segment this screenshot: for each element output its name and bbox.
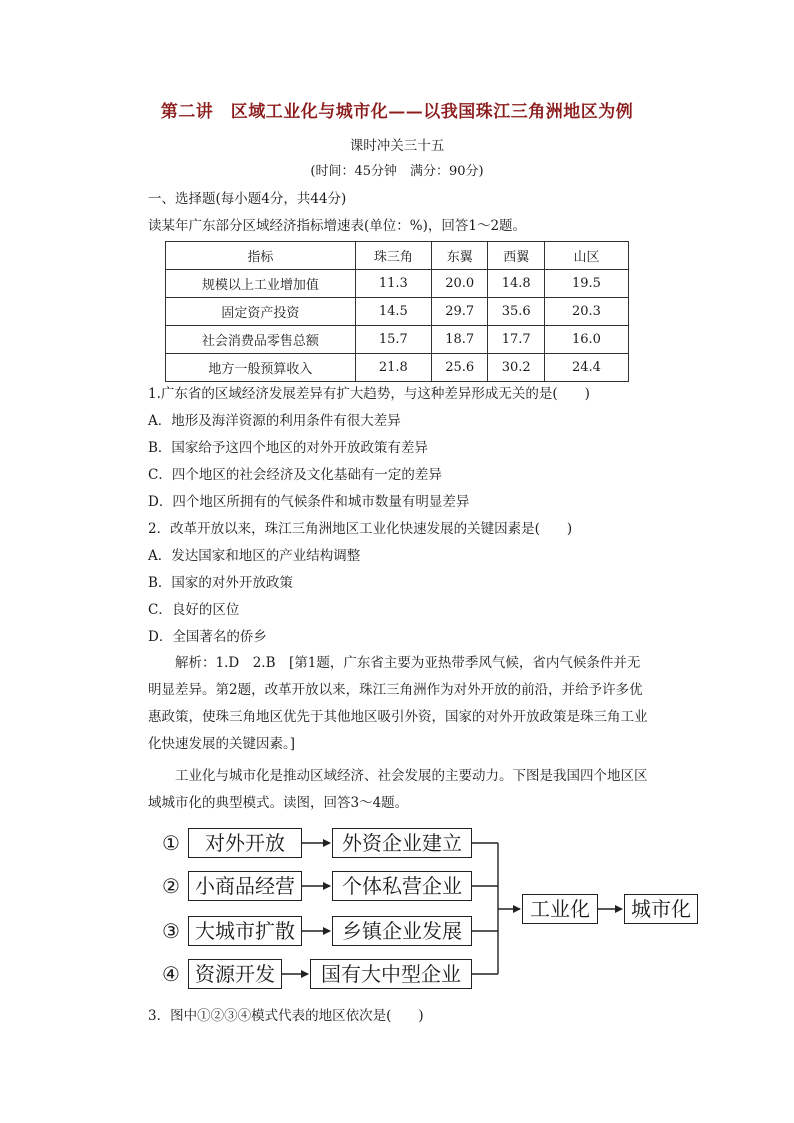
table-cell: 20.0 [431, 270, 488, 298]
question-2-option-a: A．发达国家和地区的产业结构调整 [148, 548, 361, 564]
question-2-option-b: B．国家的对外开放政策 [148, 575, 293, 591]
question-1-stem: 1.广东省的区域经济发展差异有扩大趋势，与这种差异形成无关的是( ) [148, 386, 590, 402]
table-row [166, 326, 629, 354]
table-cell: 14.8 [488, 270, 545, 298]
question-2-option-d: D．全国著名的侨乡 [148, 629, 267, 645]
urbanization-box: 城市化 [624, 894, 698, 924]
answer-analysis: 解析：1.D 2.B [第1题，广东省主要为亚热带季风气候，省内气候条件并无明显差异。第2题，改革开放以来，珠江三角洲作为对外开放的前沿，并给予许多优惠政策，使珠三角地区优先于其他地区吸引外资，国家的对外开放政策是珠三角工业化快速发展的关键因素。] [148, 655, 648, 752]
table-cell: 21.8 [355, 354, 431, 382]
mode-number-2: ② [162, 874, 180, 898]
table-header-cell: 东翼 [431, 242, 488, 270]
question-intro-1-2: 读某年广东部分区域经济指标增速表(单位：%)，回答1～2题。 [148, 218, 527, 234]
table-header-cell: 珠三角 [355, 242, 431, 270]
time-score-info: (时间：45分钟 满分：90分) [310, 164, 484, 179]
table-header-cell: 山区 [544, 242, 628, 270]
question-1-option-a: A．地形及海洋资源的利用条件有很大差异 [148, 413, 401, 429]
table-cell: 固定资产投资 [166, 298, 356, 326]
lesson-subtitle: 课时冲关三十五 [349, 138, 445, 154]
effect-box-4: 国有大中型企业 [310, 959, 472, 989]
question-intro-3-4: 工业化与城市化是推动区域经济、社会发展的主要动力。下图是我国四个地区区域城市化的典型模式。读图，回答3～4题。 [148, 768, 648, 811]
effect-box-2: 个体私营企业 [332, 871, 472, 901]
table-header-cell: 指标 [166, 242, 356, 270]
cause-box-1: 对外开放 [188, 828, 302, 858]
table-cell: 规模以上工业增加值 [166, 270, 356, 298]
section-heading: 一、选择题(每小题4分，共44分) [148, 191, 347, 207]
table-cell: 20.3 [544, 298, 628, 326]
industrialization-box: 工业化 [522, 894, 598, 924]
table-cell: 16.0 [544, 326, 628, 354]
table-cell: 15.7 [355, 326, 431, 354]
table-row [166, 270, 629, 298]
question-2-stem: 2．改革开放以来，珠江三角洲地区工业化快速发展的关键因素是( ) [148, 521, 573, 537]
table-cell: 14.5 [355, 298, 431, 326]
question-1-option-d: D．四个地区所拥有的气候条件和城市数量有明显差异 [148, 494, 470, 510]
table-cell: 35.6 [488, 298, 545, 326]
table-cell: 30.2 [488, 354, 545, 382]
table-cell: 11.3 [355, 270, 431, 298]
question-3-stem: 3．图中①②③④模式代表的地区依次是( ) [148, 1008, 424, 1024]
table-row [166, 298, 629, 326]
table-cell: 地方一般预算收入 [166, 354, 356, 382]
question-1-option-b: B．国家给予这四个地区的对外开放政策有差异 [148, 440, 428, 456]
mode-number-3: ③ [162, 919, 180, 943]
table-cell: 社会消费品零售总额 [166, 326, 356, 354]
page-title: 第二讲 区域工业化与城市化——以我国珠江三角洲地区为例 [160, 102, 634, 122]
cause-box-4: 资源开发 [188, 959, 282, 989]
urbanization-mode-diagram [158, 822, 703, 994]
effect-box-3: 乡镇企业发展 [332, 916, 472, 946]
cause-box-3: 大城市扩散 [188, 916, 302, 946]
growth-rate-table [165, 241, 629, 382]
effect-box-1: 外资企业建立 [332, 828, 472, 858]
question-1-option-c: C．四个地区的社会经济及文化基础有一定的差异 [148, 467, 442, 483]
table-header-cell: 西翼 [488, 242, 545, 270]
table-header-row [166, 242, 629, 270]
table-cell: 29.7 [431, 298, 488, 326]
table-cell: 17.7 [488, 326, 545, 354]
question-2-option-c: C．良好的区位 [148, 602, 240, 618]
mode-number-4: ④ [162, 962, 180, 986]
table-cell: 19.5 [544, 270, 628, 298]
mode-number-1: ① [162, 831, 180, 855]
table-row [166, 354, 629, 382]
table-cell: 18.7 [431, 326, 488, 354]
table-cell: 25.6 [431, 354, 488, 382]
table-cell: 24.4 [544, 354, 628, 382]
cause-box-2: 小商品经营 [188, 871, 302, 901]
